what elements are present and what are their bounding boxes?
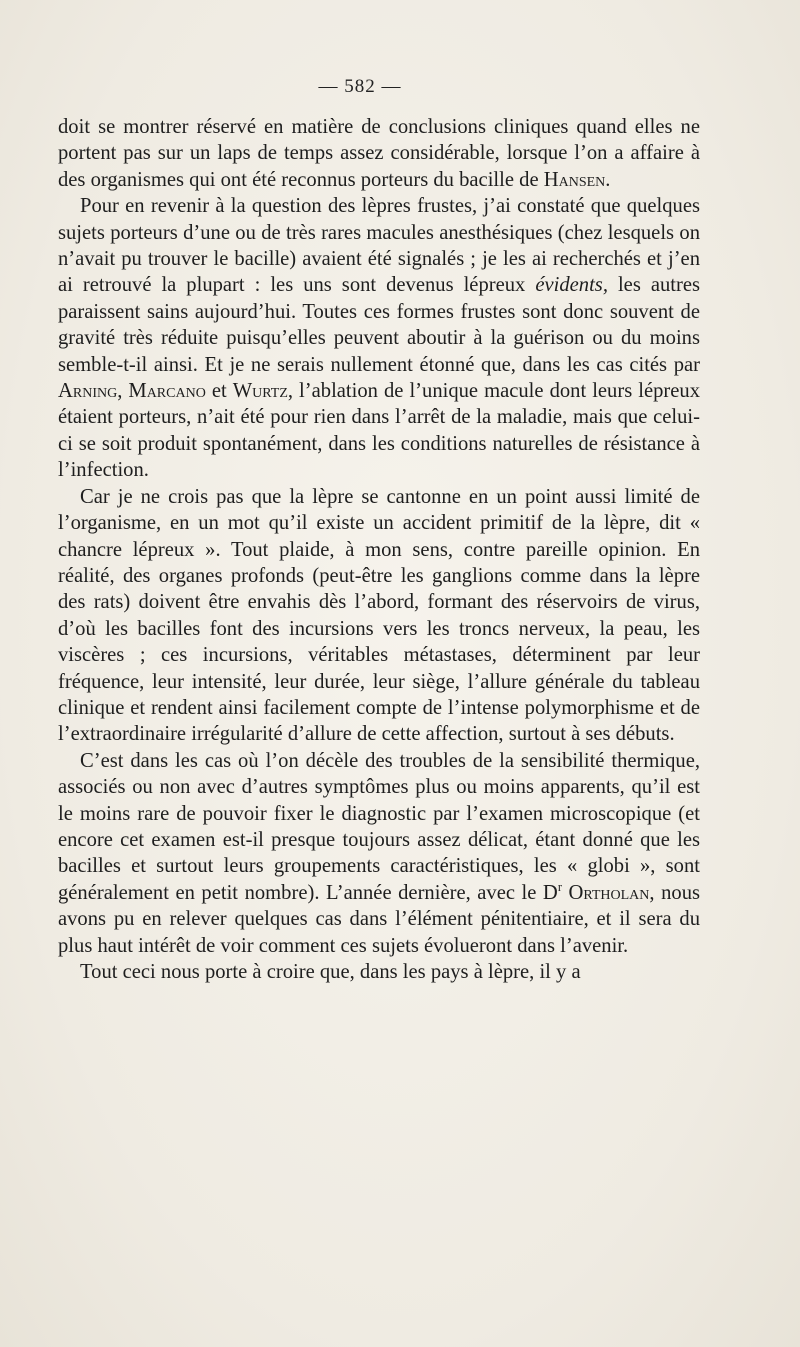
paragraph-2: Pour en revenir à la question des lèpres frustes, j’ai constaté que quelques sujets porteurs d’une ou de très rares macules anesthésiques (chez lesquels on n’avait pu trouver le bacille) avaient été signalés ; je les ai recherchés et j’en ai retrouvé la plupart : les uns sont devenus lépreux évidents, les autres paraissent sains aujourd’hui. Toutes ces formes frustes sont donc souvent de gravité très réduite puisqu’elles peuvent aboutir à la guérison ou du moins semble-t-il ainsi. Et je ne serais nullement étonné que, dans les cas cités par Arning, Marcano et Wurtz, l’ablation de l’unique macule dont leurs lépreux étaient porteurs, n’ait été pour rien dans l’arrêt de la maladie, mais que celui-ci se soit produit spontanément, dans les conditions naturelles de résistance à l’infection. xyxy=(58,195,700,482)
author-name: Arning xyxy=(58,380,118,403)
paragraph-4: C’est dans les cas où l’on décèle des troubles de la sensibilité thermique, associés ou non avec d’autres symptômes plus ou moins apparents, qu’il est le moins rare de pouvoir fixer le diagnostic par l’examen microscopique (et encore cet examen est-il presque toujours assez délicat, étant donné que les bacilles et surtout leurs groupements caractéristiques, les « globi », sont généralement en petit nombre). L’année dernière, avec le $D^r$ Ortholan, nous avons pu en relever quelques cas dans l’élément pénitentiaire, et il sera du plus haut intérêt de voir comment ces sujets évolueront dans l’avenir. xyxy=(58,749,701,957)
paragraph-5: Tout ceci nous porte à croire que, dans les pays à lèpre, il y a xyxy=(80,961,581,983)
author-name: Wurtz xyxy=(232,380,288,403)
title-superscript: r xyxy=(557,879,562,894)
paragraph-1: doit se montrer réservé en matière de conclusions cliniques quand elles ne portent pas sur un laps de temps assez considérable, lorsque l’on a affaire à des organismes qui ont été reconnus porteurs du bacille de Hansen. xyxy=(58,116,700,191)
page-number: — 582 — xyxy=(318,76,402,97)
body-text xyxy=(58,114,700,985)
paragraph-3: Car je ne crois pas que la lèpre se cantonne en un point aussi limité de l’organisme, en un mot qu’il existe un accident primitif de la lèpre, dit « chancre lépreux ». Tout plaide, à mon sens, contre pareille opinion. En réalité, des organes profonds (peut-être les ganglions comme dans la lèpre des rats) doivent être envahis dès l’abord, formant des réservoirs de virus, d’où les bacilles font des incursions vers les troncs nerveux, la peau, les viscères ; ces incursions, véritables métastases, déterminent par leur fréquence, leur intensité, leur durée, leur siège, l’allure générale du tableau clinique et rendent ainsi facilement compte de l’intense polymorphisme et de l’extraordinaire irrégularité d’allure de cette affection, surtout à ses débuts. xyxy=(58,485,700,746)
author-name: Hansen xyxy=(543,168,606,191)
emphasis-text: évidents, xyxy=(535,274,608,297)
author-name: Ortholan xyxy=(568,881,650,904)
author-name: Marcano xyxy=(128,380,206,403)
